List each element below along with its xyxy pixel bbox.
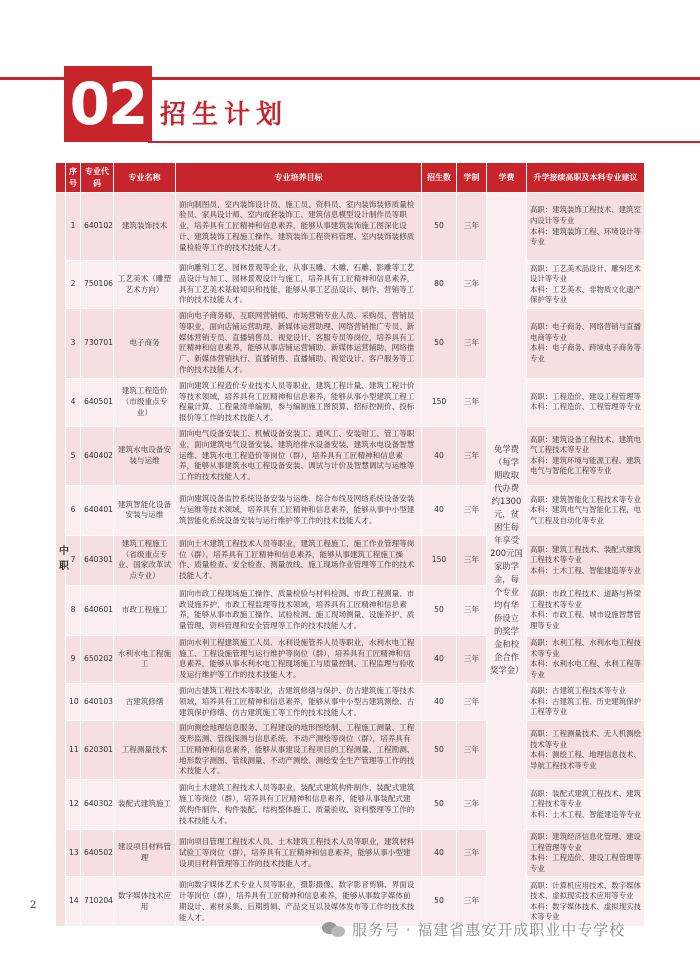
row-upgrade: 高职：建筑经济信息化管理、建设工程管理等专业 本科：工程造价、建设工程管理等专业: [527, 830, 645, 877]
row-count: 40: [422, 426, 457, 485]
row-name: 建设项目材料管理: [114, 830, 176, 877]
row-goal: 面向水利工程建筑施工人员、水利设施管养人员等职业，水利水电工程施工、工程设施管理与运行维护等岗位（群），培养具有工匠精神和信息素养，能够从事水利水电工程现场施工与质量控制、工程监理与验收及运行维护等工作的技术技能人才。: [176, 635, 422, 683]
watermark: [322, 918, 625, 940]
table-row: [56, 378, 645, 426]
row-code: 640402: [81, 426, 114, 485]
table-header-row: [56, 163, 645, 193]
row-count: 50: [422, 193, 457, 261]
row-name: 建筑水电设备安装与运维: [114, 426, 176, 485]
watermark-text: 服务号 · 福建省惠安开成职业中专学校: [352, 920, 626, 939]
table-row: [56, 635, 645, 683]
row-years: 三年: [457, 261, 487, 309]
row-no: 6: [66, 485, 81, 535]
row-code: 640501: [81, 378, 114, 426]
row-code: 640103: [81, 683, 114, 720]
row-goal: 面向数字媒体艺术专业人员等职业，摄影摄像、数字影音剪辑、界面设计等岗位（群），培养具有工匠精神和信息素养，能够从事数字媒体前期设计、素材采集、后期剪辑、产品交互以及媒体发布等工作的技术技能人才。: [176, 877, 422, 927]
table-row: [56, 830, 645, 877]
row-no: 3: [66, 309, 81, 379]
row-years: 三年: [457, 635, 487, 683]
header-goal: 专业培养目标: [176, 163, 422, 193]
header-years: 学制: [457, 163, 487, 193]
row-name: 电子商务: [114, 309, 176, 379]
row-upgrade: 高职：古建筑工程技术等专业 本科：古建筑工程、历史建筑保护工程等专业: [527, 683, 645, 720]
row-years: 三年: [457, 309, 487, 379]
row-count: 40: [422, 635, 457, 683]
row-no: 8: [66, 585, 81, 635]
row-no: 12: [66, 780, 81, 830]
row-no: 1: [66, 193, 81, 261]
row-upgrade: 高职：建筑智能化工程技术等专业 本科：建筑电气与智能化工程、电气工程及自动化等专业: [527, 485, 645, 535]
row-years: 三年: [457, 780, 487, 830]
row-code: 710204: [81, 877, 114, 927]
row-no: 11: [66, 721, 81, 780]
row-no: 4: [66, 378, 81, 426]
row-name: 建筑工程施工（省级重点专业、国家改革试点专业）: [114, 535, 176, 585]
header-code: 专业代码: [81, 163, 114, 193]
row-goal: 面向制图员、室内装饰设计员、施工员、资料员、室内装饰装修质量检验员、家具设计师、室内成套装饰工、建筑信息模型设计制作员等职业，培养具有工匠精神和信息素养，能够从事建筑装饰施工图深化设计、建筑装饰工程施工操作、建筑装饰工程资料管理、室内装饰装修质量检验等工作的技术技能人才。: [176, 193, 422, 261]
row-count: 40: [422, 485, 457, 535]
row-upgrade: 高职：工程造价、建设工程管理等 本科：工程造价、工程管理等专业: [527, 378, 645, 426]
fee-cell: 免学费（每学期收取代办费约1300元，贫困生每年享受200元国家助学金，每个专业均有华侨设立的奖学金和校企合作奖学金）: [487, 193, 527, 927]
row-goal: 面向雕刻工艺、园林景观等企业，从事玉雕、木雕、石雕、影雕等工艺品设计与加工、园林景观设计与施工，培养具有工匠精神和信息素养，具有工艺美术基础知识和技能，能够从事工艺品设计、制作、营销等工作的技术技能人才。: [176, 261, 422, 309]
table-row: [56, 485, 645, 535]
row-no: 5: [66, 426, 81, 485]
table-row: [56, 426, 645, 485]
row-years: 三年: [457, 193, 487, 261]
header-count: 招生数: [422, 163, 457, 193]
page-number: 2: [30, 900, 37, 911]
row-upgrade: 高职：建筑装饰工程技术、建筑室内设计等专业 本科：建筑装饰工程、环境设计等专业: [527, 193, 645, 261]
row-name: 工艺美术（雕塑艺术方向）: [114, 261, 176, 309]
row-code: 640301: [81, 535, 114, 585]
row-no: 9: [66, 635, 81, 683]
row-years: 三年: [457, 426, 487, 485]
row-name: 装配式建筑施工: [114, 780, 176, 830]
row-upgrade: 高职：工艺美术品设计、雕刻艺术设计等专业 本科：工艺美术、非物质文化遗产保护等专业: [527, 261, 645, 309]
row-goal: 面向土木建筑工程技术人员等职业，装配式建筑构件制作、装配式建筑施工等岗位（群），培养具有工匠精神和信息素养，能够从事装配式建筑构件制作、构件装配、结构整体施工、质量验收、资料整理等工作的技术技能人才。: [176, 780, 422, 830]
row-years: 三年: [457, 877, 487, 927]
table-row: [56, 585, 645, 635]
row-upgrade: 高职：市政工程技术、道路与桥梁工程技术等专业 本科：市政工程、城市设施智慧管理等专业: [527, 585, 645, 635]
row-upgrade: 高职：建筑工程技术、装配式建筑工程技术等专业 本科：土木工程、智能建造等专业: [527, 535, 645, 585]
row-count: 80: [422, 261, 457, 309]
row-code: 640102: [81, 193, 114, 261]
section-number: 02: [69, 70, 147, 138]
row-count: 40: [422, 683, 457, 720]
table-row: [56, 721, 645, 780]
row-years: 三年: [457, 485, 487, 535]
row-goal: 面向市政工程现场施工操作、质量检验与材料检测、市政工程测量、市政设施养护、市政工程监理等技术领域，培养具有工匠精神和信息素养，能够从事市政施工操作、试验检测、施工现场测量、设施养护、质量管理、资料管理和安全管理等工作的技术技能人才。: [176, 585, 422, 635]
row-upgrade: 高职：装配式建筑工程技术、建筑工程技术等专业 本科：土木工程、智能建造等专业: [527, 780, 645, 830]
table-row: [56, 535, 645, 585]
row-upgrade: 高职：计算机应用技术、数字媒体技术、虚拟现实技术应用等专业 本科：数字媒体技术、虚拟现实技术等专业: [527, 877, 645, 927]
row-goal: 面向电子商务师、互联网营销师、市场营销专业人员、采购员、营销员等职业，面向店铺运营助理、新媒体运营助理、网络营销推广专员、新媒体营销专员、直播销售员、视觉设计、客服专员等岗位，培养具有工匠精神和信息素养，能够从事店铺运营辅助、新媒体运营辅助、网络推广、新媒体营销执行、直播销售、直播辅助、视觉设计、客户服务等工作的技术技能人才。: [176, 309, 422, 379]
row-code: 640601: [81, 585, 114, 635]
row-years: 三年: [457, 721, 487, 780]
row-name: 建筑装饰技术: [114, 193, 176, 261]
row-goal: 面向古建筑工程技术等职业，古建筑修缮与保护、仿古建筑施工等技术领域，培养具有工匠精神和信息素养，能够从事中小型古建筑测绘、古建筑保护修缮、仿古建筑施工等工作的技术技能人才。: [176, 683, 422, 720]
row-name: 水利水电工程施工: [114, 635, 176, 683]
row-code: 640401: [81, 485, 114, 535]
table-row: [56, 780, 645, 830]
row-name: 建筑工程造价（市级重点专业）: [114, 378, 176, 426]
row-goal: 面向项目管理工程技术人员、土木建筑工程技术人员等职业，建筑材料试验工等岗位（群），培养具有工匠精神和信息素养，能够从事小型建设项目材料管理等工作的技术技能人才。: [176, 830, 422, 877]
row-code: 640502: [81, 830, 114, 877]
row-goal: 面向土木建筑工程技术人员等职业，建筑工程施工、施工作业管理等岗位（群），培养具有工匠精神和信息素养，能够从事建筑工程施工操作、质量检查、安全检查、测量放线、施工现场作业管理等工作的技术技能人才。: [176, 535, 422, 585]
row-count: 50: [422, 309, 457, 379]
row-goal: 面向电气设备安装工、机械设备安装工、通风工、安装钳工、管工等职业，面向建筑电气设备安装、建筑给排水设备安装、建筑水电设备智慧运维、建筑水电工程造价等岗位（群），培养具有工匠精神和信息素养，能够从事建筑水电工程设备安装、调试与计价及智慧调试与运维等工作的技术技能人才。: [176, 426, 422, 485]
header-level: [56, 163, 66, 193]
header-no: 序号: [66, 163, 81, 193]
row-years: 三年: [457, 830, 487, 877]
row-name: 古建筑修缮: [114, 683, 176, 720]
row-count: 50: [422, 585, 457, 635]
row-name: 工程测量技术: [114, 721, 176, 780]
header-upgrade: 升学接续高职及本科专业建议: [527, 163, 645, 193]
row-count: 50: [422, 877, 457, 927]
level-cell: 中职: [56, 193, 66, 927]
table-row: [56, 309, 645, 379]
row-name: 建筑智能化设备安装与运维: [114, 485, 176, 535]
row-count: 40: [422, 830, 457, 877]
row-count: 50: [422, 721, 457, 780]
row-count: 150: [422, 535, 457, 585]
title-underline: [148, 141, 700, 143]
wechat-icon: [322, 920, 346, 938]
row-count: 150: [422, 378, 457, 426]
row-no: 2: [66, 261, 81, 309]
row-goal: 面向建筑工程造价专业技术人员等职业，建筑工程计量、建筑工程计价等技术领域，培养具有工匠精神和信息素养，能够从事小型建筑工程工程量计算、工程量清单编制，参与编制施工图预算、招标控制价、投标报价等工作的技术技能人才。: [176, 378, 422, 426]
row-name: 数字媒体技术应用: [114, 877, 176, 927]
row-code: 750106: [81, 261, 114, 309]
table-row: [56, 261, 645, 309]
row-upgrade: 高职：工程测量技术、无人机测绘技术等专业 本科：测绘工程、地理信息技术、导航工程技术等专业: [527, 721, 645, 780]
row-upgrade: 高职：水利工程、水利水电工程技术等专业 本科：水利水电工程、水利工程等专业: [527, 635, 645, 683]
table-row: [56, 683, 645, 720]
row-no: 14: [66, 877, 81, 927]
row-years: 三年: [457, 378, 487, 426]
row-code: 640302: [81, 780, 114, 830]
header-name: 专业名称: [114, 163, 176, 193]
page-title: 招生计划: [160, 100, 289, 130]
header-fee: 学费: [487, 163, 527, 193]
row-upgrade: 高职：电子商务、网络营销与直播电商等专业 本科：电子商务、跨境电子商务等专业: [527, 309, 645, 379]
row-goal: 面向建筑设备监控系统设备安装与运维、综合布线及网络系统设备安装与运维等技术领域，培养具有工匠精神和信息素养，能够从事中小型建筑智能化系统设备安装与运行维护等工作的技术技能人才。: [176, 485, 422, 535]
row-code: 620301: [81, 721, 114, 780]
row-years: 三年: [457, 535, 487, 585]
row-code: 650202: [81, 635, 114, 683]
row-no: 13: [66, 830, 81, 877]
enrollment-plan-table: [55, 162, 645, 927]
row-years: 三年: [457, 683, 487, 720]
row-code: 730701: [81, 309, 114, 379]
table-row: [56, 193, 645, 261]
row-no: 7: [66, 535, 81, 585]
row-years: 三年: [457, 585, 487, 635]
row-count: 50: [422, 780, 457, 830]
row-upgrade: 高职：建筑设备工程技术、建筑电气工程技术等专业 本科：建筑环境与能源工程、建筑电气与智能化工程等专业: [527, 426, 645, 485]
row-goal: 面向测绘地理信息服务、工程建设的地形图绘制、工程施工测量、工程变形监测、管线探测与信息系统、不动产测绘等岗位（群），培养具有工匠精神和信息素养，能够从事建设工程项目的工程测量、工程勘测、地形数字测图、管线测量、不动产测绘、测绘安全生产管理等工作的技术技能人才。: [176, 721, 422, 780]
row-name: 市政工程施工: [114, 585, 176, 635]
row-no: 10: [66, 683, 81, 720]
